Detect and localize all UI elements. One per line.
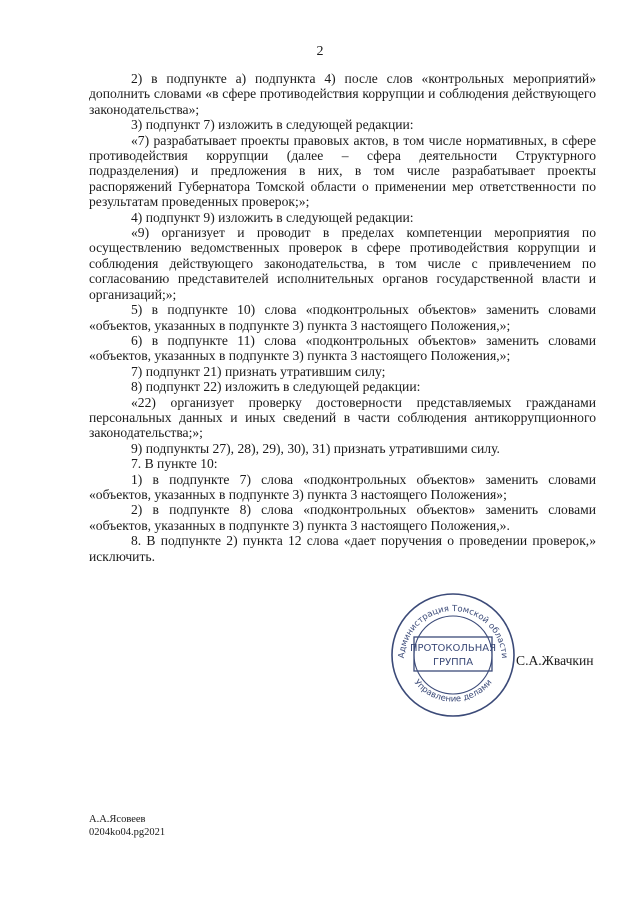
paragraph-1: 2) в подпункте а) подпункта 4) после слов «контрольных мероприятий» дополнить словами «в сфере противодействия коррупции и соблюдения действующего законодательства»; [89,71,596,117]
footer-code: 0204ko04.pg2021 [89,827,166,838]
footer [89,813,165,839]
paragraph-6: 5) в подпункте 10) слова «подконтрольных объектов» заменить словами «объектов, указанных в подпункте 3) пункта 3 настоящего Положения,»; [89,302,596,333]
paragraph-13: 1) в подпункте 7) слова «подконтрольных объектов» заменить словами «объектов, указанных в подпункте 3) пункта 3 настоящего Положения»; [89,471,596,502]
page-number: 2 [316,44,324,59]
stamp-ring-text: Администрация Томской области [396,603,510,659]
footer-author: А.А.Ясовеев [89,814,146,825]
paragraph-8: 7) подпункт 21) признать утратившим силу; [131,363,386,379]
paragraph-7: 6) в подпункте 11) слова «подконтрольных объектов» заменить словами «объектов, указанных в подпункте 3) пункта 3 настоящего Положения,»; [89,332,596,364]
paragraph-3: «7) разрабатывает проекты правовых актов, в том числе нормативных, в сфере противодействия коррупции (далее – сфера деятельности Структурного подразделения) и предложения в них, в том числе разрабатывает проекты распоряжений Губернатора Томской области о применении мер ответственности по результатам проведенных проверок;»; [89,132,596,210]
signature-name: С.А.Жвачкин [516,653,594,668]
paragraph-14: 2) в подпункте 8) слова «подконтрольных объектов» заменить словами «объектов, указанных в подпункте 3) пункта 3 настоящего Положения,». [89,502,596,533]
paragraph-2: 3) подпункт 7) изложить в следующей редакции: [131,117,414,133]
paragraph-15: 8. В подпункте 2) пункта 12 слова «дает поручения о проведении проверок,» исключить. [89,533,596,564]
stamp-line-2: ГРУППА [432,657,474,668]
paragraph-9: 8) подпункт 22) изложить в следующей редакции: [131,379,421,395]
document-body [89,71,596,564]
stamp-ring-bottom-text: Управление делами [411,677,495,705]
paragraph-12: 7. В пункте 10: [131,456,218,472]
paragraph-11: 9) подпункты 27), 28), 29), 30), 31) признать утратившими силу. [131,440,500,456]
paragraph-4: 4) подпункт 9) изложить в следующей редакции: [131,209,414,225]
paragraph-5: «9) организует и проводит в пределах компетенции мероприятия по осуществлению ведомственных проверок в сфере противодействия коррупции и соблюдения действующего законодательства, в том числе с привлечением по согласованию представителей исполнительных органов государственной власти и организаций;»; [89,225,596,302]
official-stamp [388,590,518,720]
paragraph-10: «22) организует проверку достоверности представляемых гражданами персональных данных и иных сведений в части соблюдения антикоррупционного законодательства;»; [89,394,596,441]
stamp-line-1: ПРОТОКОЛЬНАЯ [409,643,497,654]
